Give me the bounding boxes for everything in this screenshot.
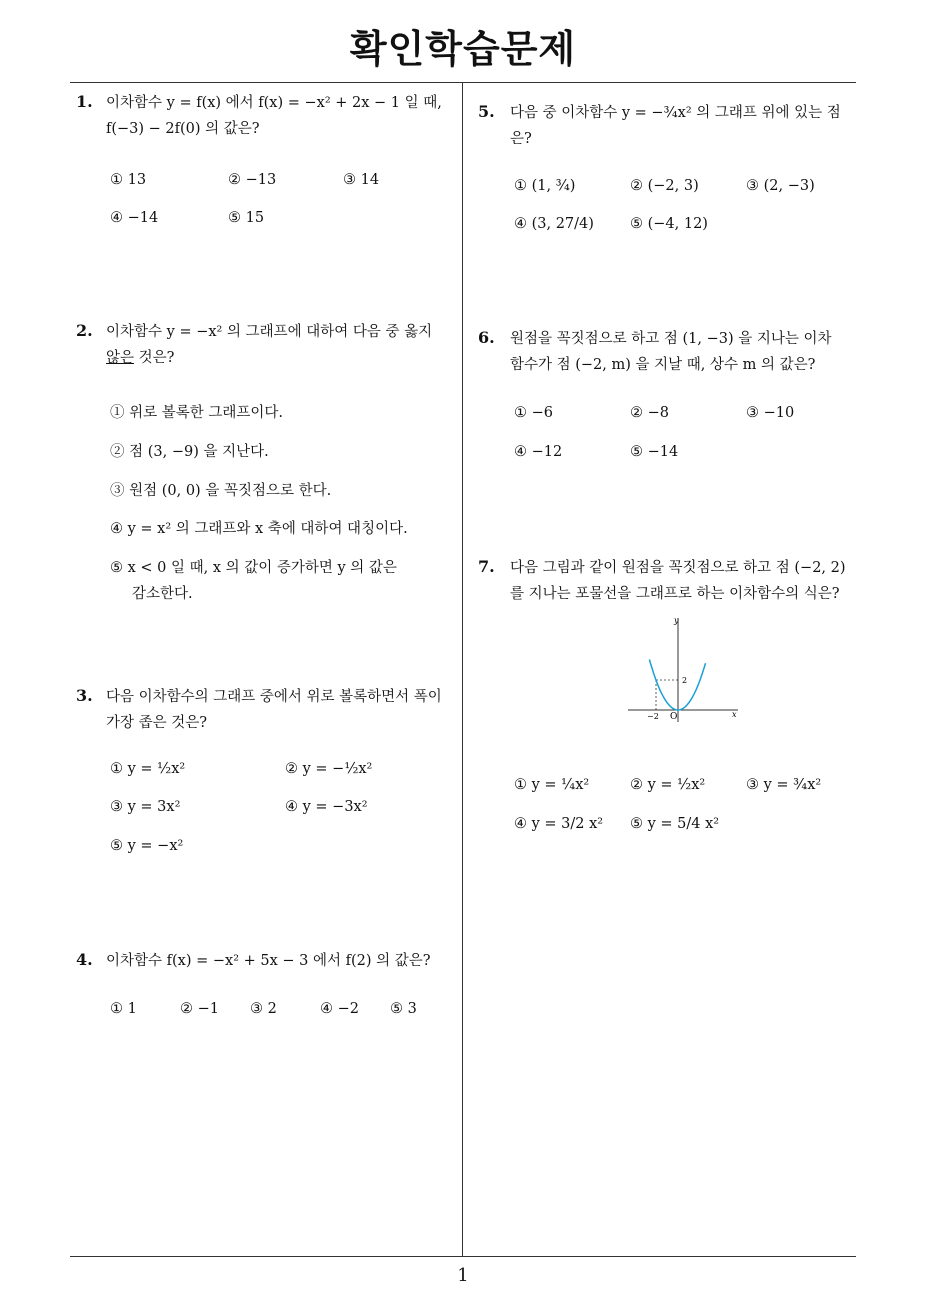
question-text (106, 319, 432, 371)
option-4[interactable]: ④ −2 (320, 1001, 359, 1017)
question-text (510, 100, 841, 152)
y-tick-label: 2 (682, 676, 688, 685)
option-1[interactable]: ① y = ¼x² (514, 777, 590, 793)
option-2[interactable]: ② −1 (180, 1001, 219, 1017)
question-text (106, 948, 431, 974)
option-2[interactable]: ② −13 (228, 172, 277, 188)
page-number: 1 (457, 1265, 469, 1286)
question-number: 4. (76, 950, 93, 969)
x-tick-label: −2 (647, 712, 659, 721)
question-line: 원점을 꼭짓점으로 하고 점 (1, −3) 을 지나는 이차 (510, 331, 832, 347)
y-axis-label: y (674, 616, 679, 625)
top-rule (70, 82, 856, 83)
question-line: 은? (510, 131, 532, 147)
option-1[interactable]: ① y = ½x² (110, 761, 186, 777)
question-line: 이차함수 y = f(x) 에서 f(x) = −x² + 2x − 1 일 때, (106, 95, 442, 111)
question-line (106, 345, 432, 371)
question-text (106, 684, 442, 736)
question-line-rest: 것은? (134, 350, 175, 366)
option-5[interactable]: ⑤ 3 (390, 1001, 417, 1017)
question-line: 다음 중 이차함수 y = −¾x² 의 그래프 위에 있는 점 (510, 105, 841, 121)
x-axis-label: x (732, 710, 737, 719)
option-2[interactable]: ② y = ½x² (630, 777, 706, 793)
option-5[interactable]: ⑤ x < 0 일 때, x 의 값이 증가하면 y 의 값은 (110, 560, 397, 576)
option-2[interactable]: ② (−2, 3) (630, 178, 699, 194)
question-number: 6. (478, 328, 495, 347)
bottom-rule (70, 1256, 856, 1257)
underlined-word: 않은 (106, 350, 135, 366)
question-number: 7. (478, 557, 495, 576)
question-line: 다음 그림과 같이 원점을 꼭짓점으로 하고 점 (−2, 2) (510, 560, 846, 576)
question-number: 5. (478, 102, 495, 121)
option-1[interactable]: ① 위로 볼록한 그래프이다. (110, 405, 284, 421)
option-4[interactable]: ④ −14 (110, 210, 159, 226)
origin-label: O (670, 712, 678, 722)
option-4[interactable]: ④ (3, 27/4) (514, 216, 594, 232)
question-text (510, 326, 832, 378)
option-5[interactable]: ⑤ (−4, 12) (630, 216, 708, 232)
question-line: f(−3) − 2f(0) 의 값은? (106, 121, 260, 137)
question-text (510, 555, 846, 607)
option-3[interactable]: ③ −10 (746, 405, 795, 421)
option-5[interactable]: ⑤ y = −x² (110, 838, 184, 854)
question-number: 1. (76, 92, 93, 111)
question-line: 이차함수 y = −x² 의 그래프에 대하여 다음 중 옳지 (106, 324, 433, 340)
column-divider (462, 82, 463, 1257)
question-line: 다음 이차함수의 그래프 중에서 위로 볼록하면서 폭이 (106, 689, 442, 705)
option-3[interactable]: ③ y = ¾x² (746, 777, 822, 793)
parabola-curve (649, 659, 705, 710)
option-2[interactable]: ② y = −½x² (285, 761, 373, 777)
option-1[interactable]: ① 13 (110, 172, 147, 188)
option-3[interactable]: ③ (2, −3) (746, 178, 815, 194)
option-2[interactable]: ② −8 (630, 405, 669, 421)
question-line: 를 지나는 포물선을 그래프로 하는 이차함수의 식은? (510, 586, 840, 602)
option-5-continued: 감소한다. (132, 586, 193, 602)
question-number: 2. (76, 321, 93, 340)
parabola-graph (620, 610, 750, 725)
option-1[interactable]: ① (1, ¾) (514, 178, 576, 194)
option-5[interactable]: ⑤ 15 (228, 210, 265, 226)
option-3[interactable]: ③ 원점 (0, 0) 을 꼭짓점으로 한다. (110, 483, 332, 499)
option-1[interactable]: ① −6 (514, 405, 553, 421)
question-text (106, 90, 442, 142)
option-4[interactable]: ④ y = −3x² (285, 799, 368, 815)
option-2[interactable]: ② 점 (3, −9) 을 지난다. (110, 444, 269, 460)
option-5[interactable]: ⑤ y = 5/4 x² (630, 816, 720, 832)
page-title: 확인학습문제 (349, 27, 577, 71)
option-1[interactable]: ① 1 (110, 1001, 137, 1017)
question-line: 가장 좁은 것은? (106, 715, 208, 731)
option-3[interactable]: ③ 14 (343, 172, 380, 188)
option-3[interactable]: ③ y = 3x² (110, 799, 181, 815)
option-4[interactable]: ④ −12 (514, 444, 563, 460)
option-4[interactable]: ④ y = 3/2 x² (514, 816, 604, 832)
question-line: 함수가 점 (−2, m) 을 지날 때, 상수 m 의 값은? (510, 357, 816, 373)
question-number: 3. (76, 686, 93, 705)
question-line: 이차함수 f(x) = −x² + 5x − 3 에서 f(2) 의 값은? (106, 953, 431, 969)
option-4[interactable]: ④ y = x² 의 그래프와 x 축에 대하여 대칭이다. (110, 521, 408, 537)
option-5[interactable]: ⑤ −14 (630, 444, 679, 460)
option-3[interactable]: ③ 2 (250, 1001, 277, 1017)
